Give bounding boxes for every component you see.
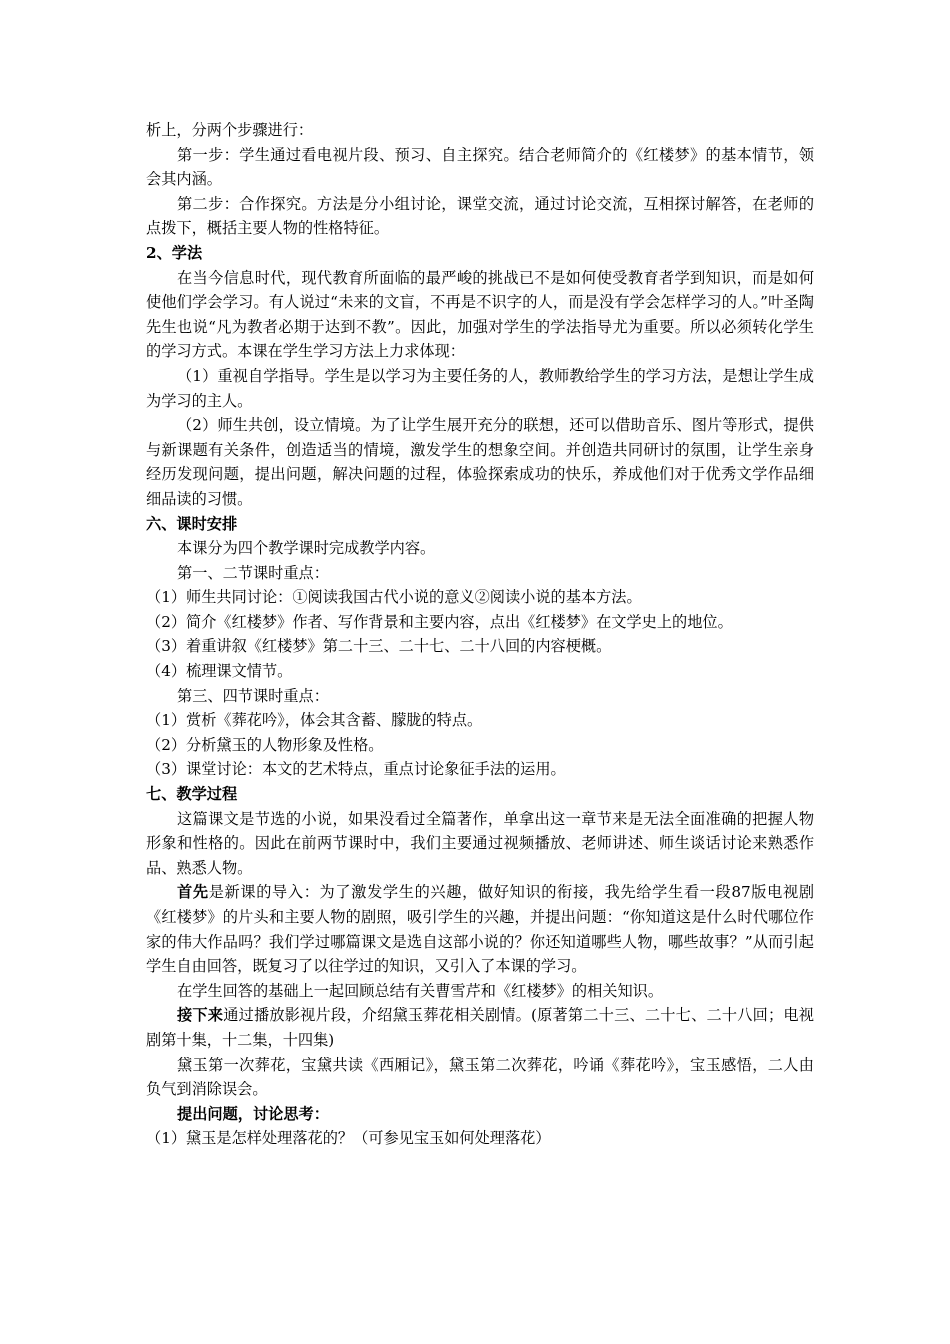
paragraph: 第一步：学生通过看电视片段、预习、自主探究。结合老师简介的《红楼梦》的基本情节，领会其内涵。	[146, 145, 814, 189]
paragraph: 第二步：合作探究。方法是分小组讨论，课堂交流，通过讨论交流，互相探讨解答，在老师的点拨下，概括主要人物的性格特征。	[146, 194, 814, 238]
paragraph: 第三、四节课时重点：	[177, 686, 329, 705]
paragraph: （2）师生共创，设立情境。为了让学生展开充分的联想，还可以借助音乐、图片等形式，提供与新课题有关条件，创造适当的情境，激发学生的想象空间。并创造共同研讨的氛围，让学生亲身经历发现问题，提出问题，解决问题的过程，体验探索成功的快乐，养成他们对于优秀文学作品细细品读的习惯。	[146, 416, 814, 508]
paragraph: 本课分为四个教学课时完成教学内容。	[177, 539, 436, 558]
list-item: （2）分析黛玉的人物形象及性格。	[146, 735, 384, 754]
document-page	[146, 118, 814, 1151]
list-item: （3）课堂讨论：本文的艺术特点，重点讨论象征手法的运用。	[146, 760, 566, 779]
list-item: （1）赏析《葬花吟》，体会其含蓄、朦胧的特点。	[146, 711, 483, 730]
paragraph: 在当今信息时代，现代教育所面临的最严峻的挑战已不是如何使受教育者学到知识，而是如何使他们学会学习。有人说过“未来的文盲，不再是不识字的人，而是没有学会怎样学习的人。”叶圣陶先生也说“凡为教者必期于达到不教”。因此，加强对学生的学法指导尤为重要。所以必须转化学生的学习方式。本课在学生学习方法上力求体现：	[146, 268, 814, 361]
section-heading: 七、教学过程	[146, 785, 238, 804]
discussion-heading: 提出问题，讨论思考：	[177, 1104, 329, 1123]
emphasis-text: 接下来	[177, 1006, 224, 1025]
paragraph: 黛玉第一次葬花，宝黛共读《西厢记》，黛玉第二次葬花，吟诵《葬花吟》，宝玉感悟，二人由负气到消除误会。	[146, 1055, 814, 1099]
paragraph: 这篇课文是节选的小说，如果没看过全篇著作，单拿出这一章节来是无法全面准确的把握人物形象和性格的。因此在前两节课时中，我们主要通过视频播放、老师讲述、师生谈话讨论来熟悉作品、熟悉人物。	[146, 809, 814, 877]
paragraph-text: 通过播放影视片段，介绍黛玉葬花相关剧情。(原著第二十三、二十七、二十八回；电视剧第十集，十二集，十四集)	[146, 1006, 814, 1049]
paragraph: 在学生回答的基础上一起回顾总结有关曹雪芹和《红楼梦》的相关知识。	[177, 981, 663, 1000]
list-item: （2）简介《红楼梦》作者、写作背景和主要内容，点出《红楼梦》在文学史上的地位。	[146, 612, 733, 631]
paragraph: （1）重视自学指导。学生是以学习为主要任务的人，教师教给学生的学习方法，是想让学生成为学习的主人。	[146, 366, 814, 410]
paragraph	[146, 880, 814, 978]
list-item: （1）师生共同讨论：①阅读我国古代小说的意义②阅读小说的基本方法。	[146, 588, 642, 607]
list-item: （4）梳理课文情节。	[146, 662, 293, 681]
list-item: （1）黛玉是怎样处理落花的？（可参见宝玉如何处理落花）	[146, 1129, 551, 1148]
paragraph	[146, 1003, 814, 1052]
paragraph: 析上，分两个步骤进行：	[146, 121, 314, 139]
section-heading: 2、学法	[146, 243, 203, 262]
emphasis-text: 首先	[177, 883, 209, 902]
paragraph-text: 是新课的导入：为了激发学生的兴趣，做好知识的衔接，我先给学生看一段87版电视剧《红楼梦》的片头和主要人物的剧照，吸引学生的兴趣，并提出问题：“你知道这是什么时代哪位作家的伟大作品吗？我们学过哪篇课文是选自这部小说的？你还知道哪些人物，哪些故事？”从而引起学生自由回答，既复习了以往学过的知识，又引入了本课的学习。	[146, 883, 815, 976]
paragraph: 第一、二节课时重点：	[177, 563, 329, 582]
list-item: （3）着重讲叙《红楼梦》第二十三、二十七、二十八回的内容梗概。	[146, 637, 612, 656]
section-heading: 六、课时安排	[146, 514, 238, 533]
